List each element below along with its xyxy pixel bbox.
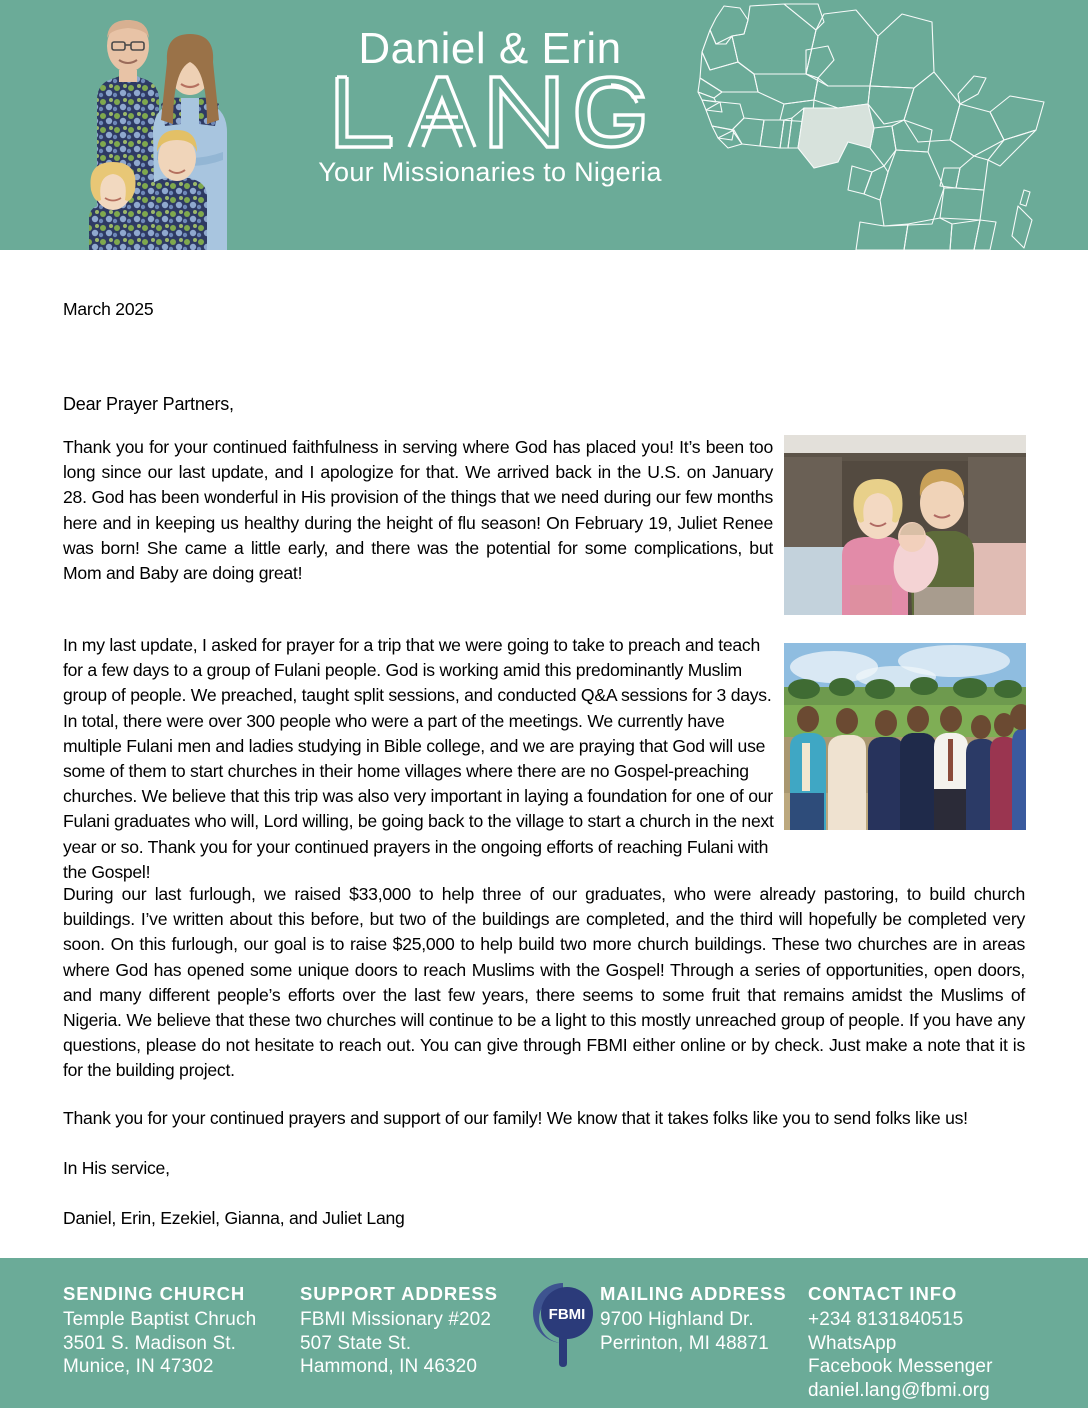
letter-date: March 2025 xyxy=(63,299,154,319)
letter-paragraph-1: Thank you for your continued faithfulness in serving where God has placed you! It’s been too long since our last update, and I apologize for that. We arrived back in the U.S. on January 28. God has been wonderful in His provision of the things that we need during our few months here and in keeping us healthy during the height of flu season! On February 19, Juliet Renee was born! She came a little early, and there was the potential for some complications, but Mom and Baby are doing great! xyxy=(63,437,773,584)
support-address-line-1: FBMI Missionary #202 xyxy=(300,1309,492,1330)
sending-church-line-3: Munice, IN 47302 xyxy=(63,1356,214,1377)
letter-signature: Daniel, Erin, Ezekiel, Gianna, and Juliet Lang xyxy=(63,1208,405,1228)
footer-contact-info xyxy=(808,1283,993,1402)
mailing-address-line-1: 9700 Highland Dr. xyxy=(600,1309,754,1330)
header-title-block xyxy=(290,24,690,188)
fbmi-logo xyxy=(523,1275,603,1370)
contact-facebook-messenger: Facebook Messenger xyxy=(808,1356,993,1377)
sending-church-heading: SENDING CHURCH xyxy=(63,1283,246,1304)
footer-mailing-address xyxy=(600,1283,787,1355)
letter-paragraph-2: In my last update, I asked for prayer for a trip that we were going to take to preach and teach for a few days to a group of Fulani people. God is working amid this predominantly Muslim group of people. We preached, taught split sessions, and conducted Q&A sessions for 3 days. In total, there were over 300 people who were a part of the meetings. We currently have multiple Fulani men and ladies studying in Bible college, and we are praying that God will use some of them to start churches in their home villages where there are no Gospel-preaching churches. We believe that this trip was also very important in laying a foundation for one of our Fulani graduates who will, Lord willing, be going back to the village to start a church in the next year or so. Thank you for your continued prayers in the ongoing efforts of reaching Fulani with the Gospel! xyxy=(63,635,774,882)
nigeria-highlight xyxy=(798,104,874,168)
family-photo xyxy=(57,0,232,250)
header-tagline: Your Missionaries to Nigeria xyxy=(318,157,662,188)
contact-phone: +234 8131840515 xyxy=(808,1309,964,1330)
support-address-line-2: 507 State St. xyxy=(300,1332,412,1354)
footer-sending-church xyxy=(63,1283,256,1379)
mailing-address-line-2: Perrinton, MI 48871 xyxy=(600,1332,769,1354)
contact-email[interactable]: daniel.lang@fbmi.org xyxy=(808,1379,990,1401)
sending-church-line-2: 3501 S. Madison St. xyxy=(63,1332,237,1354)
footer-support-address xyxy=(300,1283,498,1379)
letter-paragraph-4: Thank you for your continued prayers and support of our family! We know that it takes folks like you to send folks like us! xyxy=(63,1108,968,1128)
contact-whatsapp: WhatsApp xyxy=(808,1332,897,1354)
photo-children-with-newborn xyxy=(784,435,1026,615)
letter-body xyxy=(0,250,1088,1258)
letter-closing: In His service, xyxy=(63,1158,170,1178)
contact-info-heading: CONTACT INFO xyxy=(808,1283,958,1304)
mailing-address-heading: MAILING ADDRESS xyxy=(600,1283,787,1304)
surname-lang-wordmark xyxy=(290,71,690,155)
africa-map-graphic xyxy=(688,0,1088,250)
support-address-line-3: Hammond, IN 46320 xyxy=(300,1356,478,1377)
letter-salutation: Dear Prayer Partners, xyxy=(63,394,234,414)
letter-paragraph-3: During our last furlough, we raised $33,000 to help three of our graduates, who were already pastoring, to build church buildings. I’ve written about this before, but two of the buildings are completed, and the third will hopefully be completed very soon. On this furlough, our goal is to raise $25,000 to help build two more church buildings. These two churches are in areas where God has opened some unique doors to reach Muslims with the Gospel! Through a series of opportunities, open doors, and many different people’s efforts over the last few years, there seems to some fruit that remains amidst the Muslims of Nigeria. We believe that these two churches will continue to be a light to this mostly unreached group of people. If you have any questions, please do not hesitate to reach out. You can give through FBMI either online or by check. Just make a note that it is for the building project. xyxy=(63,884,1025,1081)
fbmi-logo-text: FBMI xyxy=(548,1306,586,1323)
missionary-names: Daniel & Erin xyxy=(358,24,622,73)
header-banner xyxy=(0,0,1088,250)
photo-fulani-group-in-field xyxy=(784,643,1026,830)
support-address-heading: SUPPORT ADDRESS xyxy=(300,1283,498,1304)
sending-church-line-1: Temple Baptist Chruch xyxy=(63,1309,257,1330)
